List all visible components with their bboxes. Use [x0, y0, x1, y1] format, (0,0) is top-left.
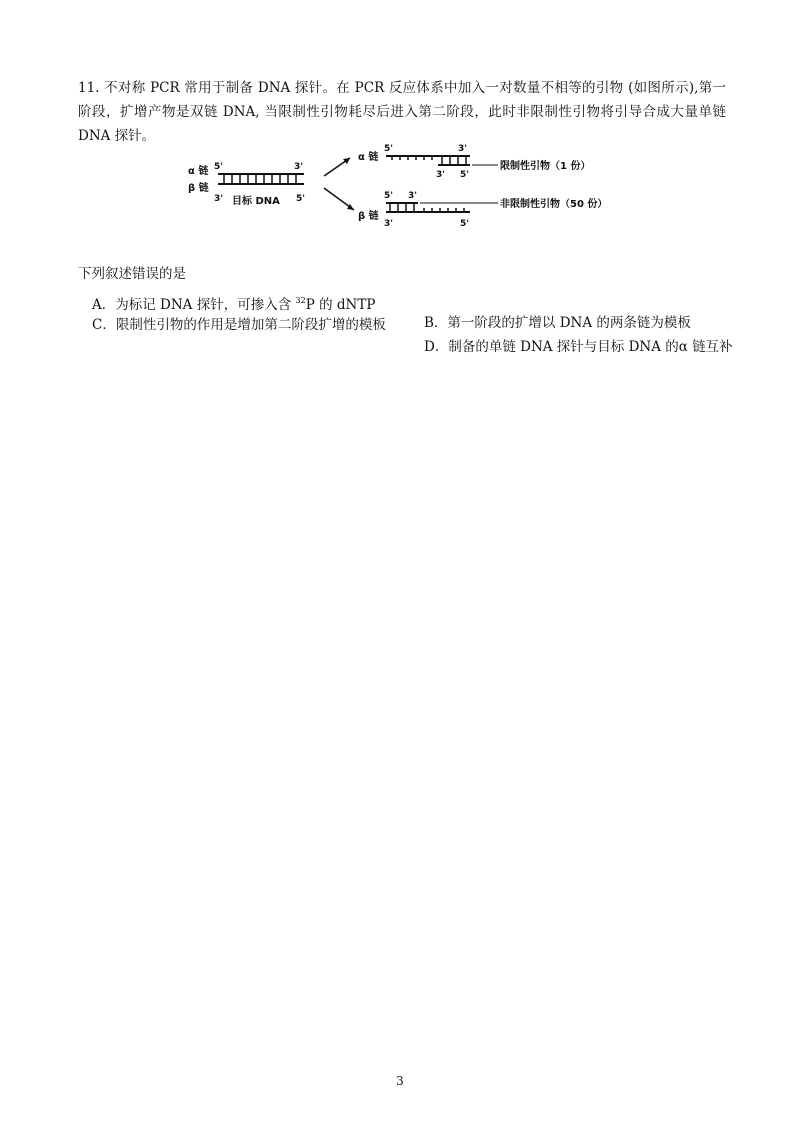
nonlimiting-primer-3-end: 3' [408, 191, 418, 201]
option-a-superscript: 32 [295, 296, 306, 305]
option-d[interactable]: D．制备的单链 DNA 探针与目标 DNA 的α 链互补 [424, 339, 733, 355]
option-a-suffix: P 的 dNTP [305, 297, 376, 313]
base-pair-ticks [224, 175, 296, 183]
nonlimiting-primer-label: 非限制性引物（50 份） [500, 199, 608, 210]
target-dna-label: 目标 DNA [232, 196, 280, 207]
alpha-strand-ticks [392, 156, 466, 164]
question-stem [78, 76, 726, 148]
page-number: 3 [396, 1074, 404, 1088]
pcr-diagram-svg [186, 140, 618, 236]
question-text: 不对称 PCR 常用于制备 DNA 探针。在 PCR 反应体系中加入一对数量不相等的引物 (如图所示),第一阶段，扩增产物是双链 DNA, 当限制性引物耗尽后进入第二阶段，此时非限制性引物将引导合成大量单链DNA 探针。 [78, 80, 727, 144]
pcr-diagram [186, 140, 618, 236]
beta-3-end: 3' [214, 194, 224, 204]
question-prompt: 下列叙述错误的是 [78, 266, 186, 282]
nonlimiting-primer-5-end: 5' [384, 191, 394, 201]
question-number: 11. [78, 80, 100, 96]
alpha2-5-end: 5' [384, 144, 394, 154]
alpha-5-end: 5' [214, 162, 224, 172]
alpha2-3-end: 3' [458, 144, 468, 154]
limiting-primer-5-end: 5' [460, 170, 470, 180]
alpha-3-end: 3' [294, 162, 304, 172]
beta2-5-end: 5' [460, 219, 470, 229]
alpha-strand-label-2: α 链 [358, 152, 379, 163]
option-a[interactable] [92, 292, 375, 314]
beta-strand-ticks [390, 204, 464, 212]
alpha-strand-label: α 链 [188, 166, 209, 177]
limiting-primer-label: 限制性引物（1 份） [500, 161, 591, 172]
arrow-to-alpha-head [343, 158, 350, 164]
option-b[interactable]: B．第一阶段的扩增以 DNA 的两条链为模板 [424, 315, 691, 331]
beta-5-end: 5' [296, 194, 306, 204]
limiting-primer-3-end: 3' [436, 170, 446, 180]
beta-strand-label-2: β 链 [358, 211, 379, 222]
beta-strand-label: β 链 [188, 183, 209, 194]
option-c[interactable]: C．限制性引物的作用是增加第二阶段扩增的模板 [92, 317, 386, 333]
option-a-prefix: A．为标记 DNA 探针，可掺入含 [92, 297, 296, 313]
beta2-3-end: 3' [384, 219, 394, 229]
